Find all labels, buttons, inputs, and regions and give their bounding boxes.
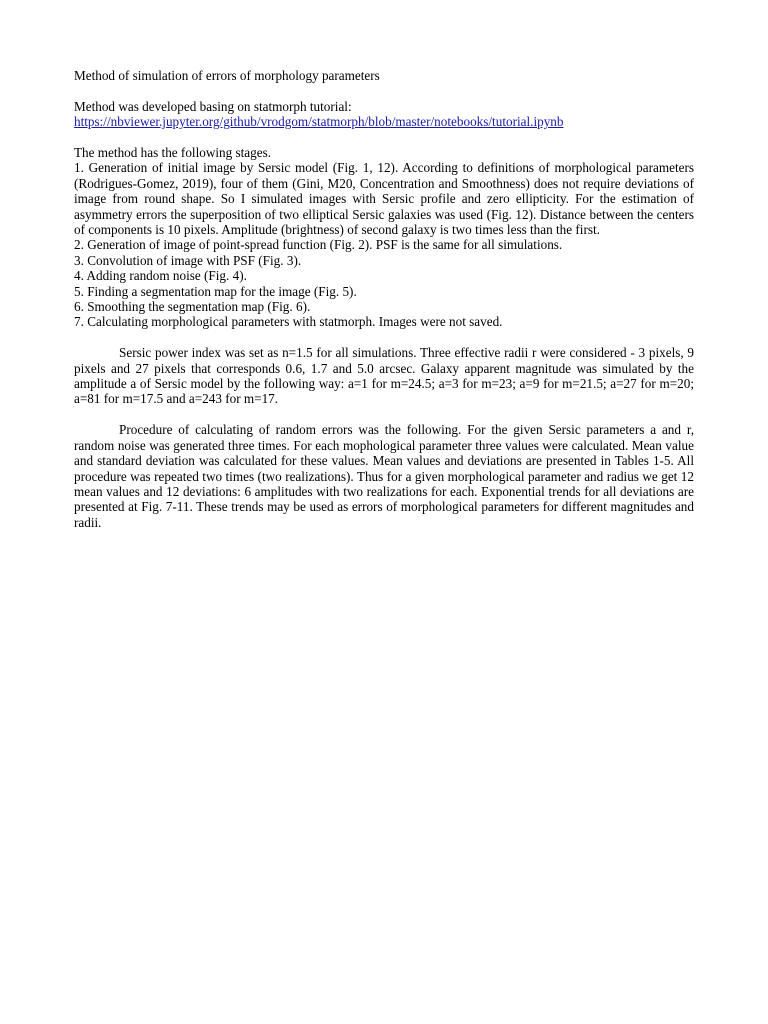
stage-item: 7. Calculating morphological parameters with statmorph. Images were not saved. <box>74 314 503 330</box>
document-title: Method of simulation of errors of morphology parameters <box>74 68 380 83</box>
paragraph-sersic: Sersic power index was set as n=1.5 for all simulations. Three effective radii r were considered - 3 pixels, 9 pixels and 27 pixels that corresponds 0.6, 1.7 and 5.0 arcsec. Galaxy apparent magnitude was simulated by the amplitude a of Sersic model by the following way: a=1 for m=24.5; a=3 for m=23; a=9 for m=21.5; a=27 for m=20; a=81 for m=17.5 and a=243 for m=17. <box>74 345 694 407</box>
stage-item: 1. Generation of initial image by Sersic model (Fig. 1, 12). According to definitions of morphological parameters (Rodrigues-Gomez, 2019), four of them (Gini, M20, Concentration and Smoothness) does not require deviations of image from round shape. So I simulated images with Sersic profile and zero ellipticity. For the estimation of asymmetry errors the superposition of two elliptical Sersic galaxies was used (Fig. 12). Distance between the centers of components is 10 pixels. Amplitude (brightness) of second galaxy is two times less than the first. <box>74 160 694 238</box>
spacer <box>74 407 694 422</box>
stage-item: 2. Generation of image of point-spread function (Fig. 2). PSF is the same for all simulations. <box>74 237 563 253</box>
stage-item: 6. Smoothing the segmentation map (Fig. 6). <box>74 299 311 315</box>
stage-item: 4. Adding random noise (Fig. 4). <box>74 268 247 284</box>
spacer <box>74 130 694 145</box>
stages-heading: The method has the following stages. <box>74 145 272 160</box>
stage-item: 5. Finding a segmentation map for the image (Fig. 5). <box>74 283 357 299</box>
spacer <box>74 330 694 345</box>
document-page <box>74 68 694 530</box>
tutorial-link[interactable]: https://nbviewer.jupyter.org/github/vrodgom/statmorph/blob/master/notebooks/tutorial.ipynb <box>74 114 564 130</box>
intro-line: Method was developed basing on statmorph tutorial: <box>74 98 352 114</box>
tutorial-link-line <box>74 114 694 129</box>
stage-item: 3. Convolution of image with PSF (Fig. 3). <box>74 252 302 268</box>
spacer <box>74 83 694 98</box>
paragraph-procedure: Procedure of calculating of random errors was the following. For the given Sersic parameters a and r, random noise was generated three times. For each mophological parameter three values were calculated. Mean value and standard deviation was calculated for these values. Mean values and deviations are presented in Tables 1-5. All procedure was repeated two times (two realizations). Thus for a given morphological parameter and radius we get 12 mean values and 12 deviations: 6 amplitudes with two realizations for each. Exponential trends for all deviations are presented at Fig. 7-11. These trends may be used as errors of morphological parameters for different magnitudes and radii. <box>74 422 694 530</box>
